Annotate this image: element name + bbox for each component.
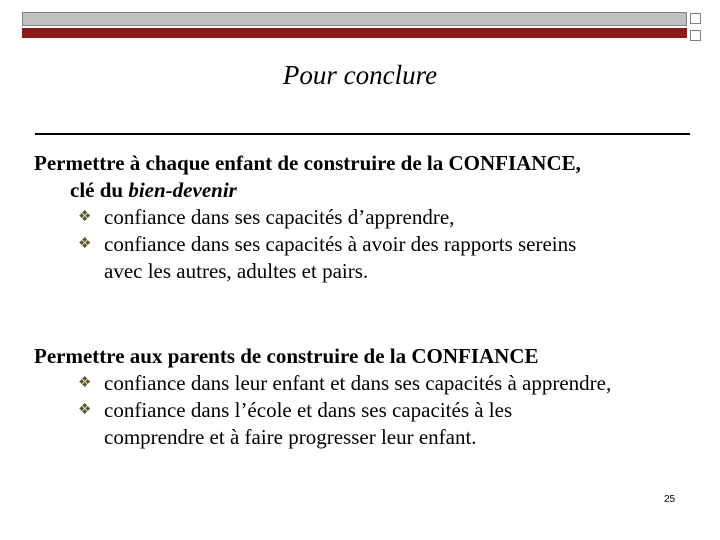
header-gray-bar: [22, 12, 687, 26]
list-item-text: confiance dans ses capacités à avoir des rapports sereins: [104, 232, 577, 256]
corner-square-top: [690, 13, 701, 24]
lead-line-2-italic: bien-devenir: [128, 178, 237, 202]
section-parents: [34, 343, 611, 451]
list-item-text: confiance dans leur enfant et dans ses capacités à apprendre,: [104, 371, 612, 395]
list-item: [34, 397, 611, 451]
list-item-text-cont: avec les autres, adultes et pairs.: [104, 259, 369, 283]
section-lead: [34, 343, 611, 370]
list-item-text: confiance dans ses capacités d’apprendre,: [104, 205, 455, 229]
diamond-bullet-icon: ❖: [78, 209, 92, 225]
slide-title: Pour conclure: [282, 60, 438, 90]
title-divider: [35, 133, 690, 135]
list-item: [34, 370, 611, 397]
diamond-bullet-icon: ❖: [78, 402, 92, 418]
list-item: [34, 231, 581, 285]
page-number: 25: [664, 494, 676, 505]
lead-line-1: Permettre à chaque enfant de construire de la CONFIANCE,: [34, 151, 581, 175]
list-item: [34, 204, 581, 231]
list-item-text-cont: comprendre et à faire progresser leur enfant.: [104, 425, 477, 449]
section-children: [34, 150, 581, 285]
diamond-bullet-icon: ❖: [78, 236, 92, 252]
section-lead: [34, 150, 581, 204]
header-red-bar: [22, 28, 687, 38]
header-decoration: [22, 12, 687, 40]
diamond-bullet-icon: ❖: [78, 375, 92, 391]
lead-line-1: Permettre aux parents de construire de la CONFIANCE: [34, 344, 539, 368]
lead-line-2: [34, 177, 581, 204]
corner-square-bottom: [690, 30, 701, 41]
lead-line-2-text: clé du: [70, 178, 129, 202]
list-item-text: confiance dans l’école et dans ses capacités à les: [104, 398, 513, 422]
